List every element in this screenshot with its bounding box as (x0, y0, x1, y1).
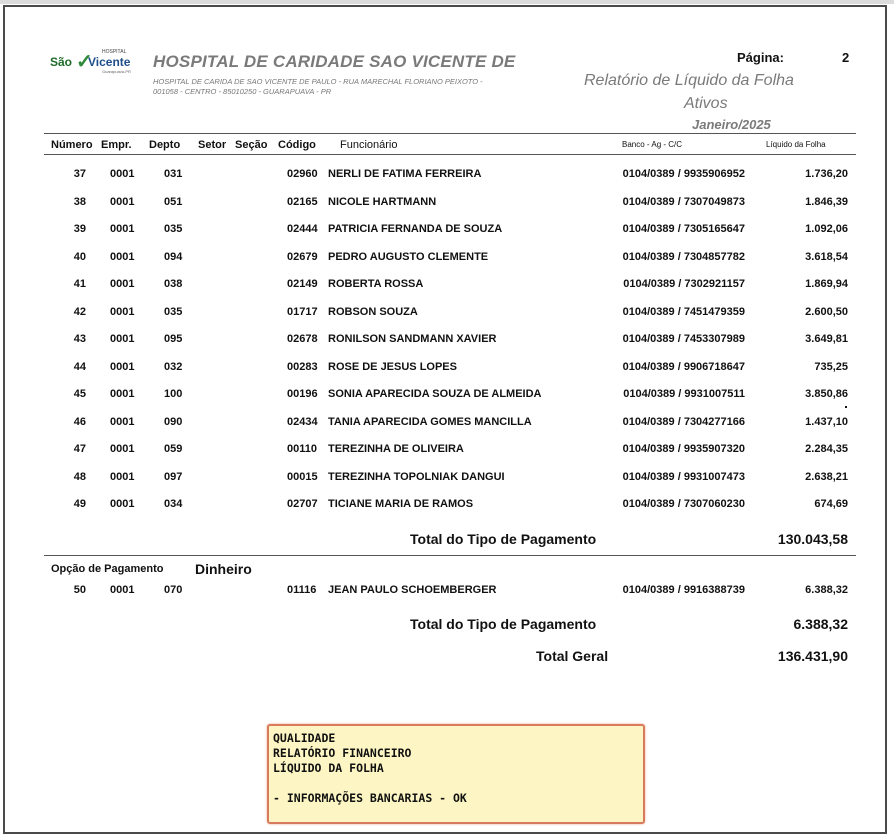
cell-numero: 49 (73, 498, 86, 510)
table-row (0, 584, 894, 602)
cell-codigo: 02444 (287, 223, 318, 235)
cell-funcionario: PATRICIA FERNANDA DE SOUZA (328, 223, 503, 235)
table-row (0, 223, 894, 241)
columns-divider (44, 154, 856, 155)
cell-numero: 45 (73, 388, 86, 400)
cell-empr: 0001 (110, 388, 135, 400)
cell-empr: 0001 (110, 416, 135, 428)
cell-empr: 0001 (110, 471, 135, 483)
cell-depto: 070 (164, 584, 183, 596)
cell-numero: 37 (73, 168, 86, 180)
cell-depto: 097 (164, 471, 183, 483)
cell-depto: 035 (164, 223, 183, 235)
cell-funcionario: NERLI DE FATIMA FERREIRA (328, 168, 482, 180)
cell-numero: 40 (73, 251, 86, 263)
table-row (0, 251, 894, 269)
logo-city-text: Guarapuava-PR (102, 69, 131, 74)
report-title: Relatório de Líquido da Folha (584, 72, 794, 89)
table-row (0, 471, 894, 489)
cell-liquido: 1.869,94 (805, 278, 848, 290)
grand-total-label: Total Geral (536, 648, 609, 664)
cell-codigo: 00196 (287, 388, 318, 400)
cell-funcionario: JEAN PAULO SCHOEMBERGER (328, 584, 497, 596)
cell-codigo: 02679 (287, 251, 318, 263)
cell-depto: 034 (164, 498, 183, 510)
cell-liquido: 1.846,39 (805, 196, 848, 208)
cell-depto: 035 (164, 306, 183, 318)
cell-liquido: 3.850,86 (805, 388, 848, 400)
cell-empr: 0001 (110, 443, 135, 455)
quality-note (267, 724, 645, 824)
cell-liquido: 3.649,81 (805, 333, 848, 345)
col-secao: Seção (235, 139, 268, 151)
cell-funcionario: NICOLE HARTMANN (328, 196, 437, 208)
report-subtitle: Ativos (684, 95, 728, 112)
cell-codigo: 02165 (287, 196, 318, 208)
cell-depto: 095 (164, 333, 183, 345)
cell-depto: 090 (164, 416, 183, 428)
cell-funcionario: SONIA APARECIDA SOUZA DE ALMEIDA (328, 388, 542, 400)
cell-numero: 41 (73, 278, 86, 290)
col-numero: Número (51, 139, 93, 151)
hospital-name: HOSPITAL DE CARIDADE SAO VICENTE DE (153, 52, 516, 71)
cell-banco: 0104/0389 / 7307049873 (622, 196, 745, 208)
cell-numero: 46 (73, 416, 86, 428)
cell-codigo: 02678 (287, 333, 318, 345)
logo-hospital-text: HOSPITAL (102, 49, 127, 55)
cell-empr: 0001 (110, 361, 135, 373)
cell-numero: 38 (73, 196, 86, 208)
note-line-1: QUALIDADE (273, 731, 336, 745)
table-row (0, 416, 894, 434)
header-divider (44, 133, 856, 134)
cell-liquido: 2.638,21 (805, 471, 848, 483)
cell-numero: 44 (73, 361, 86, 373)
note-line-3: LÍQUIDO DA FOLHA (273, 761, 384, 775)
cell-codigo: 02149 (287, 278, 318, 290)
cell-banco: 0104/0389 / 9931007511 (623, 388, 745, 400)
cell-numero: 47 (73, 443, 86, 455)
cell-codigo: 00015 (287, 471, 318, 483)
cell-numero: 50 (73, 584, 86, 596)
note-line-4: - INFORMAÇÕES BANCARIAS - OK (273, 791, 467, 805)
cell-numero: 42 (73, 306, 86, 318)
cell-numero: 48 (73, 471, 86, 483)
cell-codigo: 02960 (287, 168, 318, 180)
page-label: Página: (737, 50, 784, 65)
cell-empr: 0001 (110, 168, 135, 180)
cell-depto: 032 (164, 361, 183, 373)
cell-empr: 0001 (110, 278, 135, 290)
cell-depto: 094 (164, 251, 183, 263)
cell-numero: 39 (73, 223, 86, 235)
cell-depto: 059 (164, 443, 183, 455)
grand-total-value: 136.431,90 (777, 648, 848, 664)
section-divider (44, 555, 856, 556)
table-row (0, 361, 894, 379)
cell-funcionario: TEREZINHA TOPOLNIAK DANGUI (328, 471, 505, 483)
cell-codigo: 02707 (287, 498, 318, 510)
table-row (0, 306, 894, 324)
cell-liquido: 1.437,10 (805, 416, 848, 428)
table-row (0, 388, 894, 406)
note-line-2: RELATÓRIO FINANCEIRO (273, 746, 412, 760)
cell-funcionario: ROBSON SOUZA (328, 306, 418, 318)
hospital-logo (50, 49, 142, 79)
cell-depto: 038 (164, 278, 183, 290)
cell-depto: 051 (164, 196, 183, 208)
cell-funcionario: PEDRO AUGUSTO CLEMENTE (328, 251, 489, 263)
cell-banco: 0104/0389 / 9935906952 (622, 168, 745, 180)
cell-empr: 0001 (110, 223, 135, 235)
payment-option-value: Dinheiro (195, 561, 252, 577)
page-number: 2 (842, 50, 850, 65)
cell-liquido: 2.284,35 (805, 443, 848, 455)
stray-dot (845, 406, 847, 408)
cell-banco: 0104/0389 / 9916388739 (622, 584, 745, 596)
cell-codigo: 00110 (287, 443, 317, 455)
window-top-border (0, 0, 894, 4)
table-row (0, 196, 894, 214)
cell-banco: 0104/0389 / 9931007473 (622, 471, 745, 483)
address-line-2: 001058 - CENTRO - 85010250 - GUARAPUAVA - PR (153, 87, 332, 96)
cell-funcionario: ROBERTA ROSSA (328, 278, 424, 290)
cell-empr: 0001 (110, 196, 135, 208)
cell-empr: 0001 (110, 498, 135, 510)
cell-empr: 0001 (110, 584, 135, 596)
cell-funcionario: RONILSON SANDMANN XAVIER (328, 333, 497, 345)
cell-liquido: 1.092,06 (805, 223, 848, 235)
table-row (0, 168, 894, 186)
cell-banco: 0104/0389 / 9935907320 (622, 443, 745, 455)
cell-funcionario: TANIA APARECIDA GOMES MANCILLA (328, 416, 532, 428)
cell-banco: 0104/0389 / 7304277166 (622, 416, 745, 428)
cell-depto: 031 (164, 168, 183, 180)
col-codigo: Código (278, 139, 316, 151)
cell-banco: 0104/0389 / 9906718647 (622, 361, 745, 373)
total-type-label-2: Total do Tipo de Pagamento (410, 616, 597, 632)
cell-banco: 0104/0389 / 7302921157 (623, 278, 745, 290)
cell-liquido: 674,69 (814, 498, 848, 510)
logo-sao-text: São (50, 55, 73, 69)
cell-funcionario: TICIANE MARIA DE RAMOS (328, 498, 474, 510)
table-row (0, 443, 894, 461)
hospital-address (153, 77, 483, 97)
col-setor: Setor (198, 139, 227, 151)
table-row (0, 498, 894, 516)
cell-funcionario: TEREZINHA DE OLIVEIRA (328, 443, 464, 455)
col-banco: Banco - Ag - C/C (622, 140, 683, 149)
total-type-value-2: 6.388,32 (793, 616, 848, 632)
table-row (0, 278, 894, 296)
report-period: Janeiro/2025 (692, 117, 771, 132)
total-type-label: Total do Tipo de Pagamento (410, 531, 597, 547)
payment-option-label: Opção de Pagamento (51, 563, 164, 575)
cell-liquido: 2.600,50 (805, 306, 848, 318)
cell-liquido: 735,25 (814, 361, 848, 373)
cell-codigo: 02434 (287, 416, 318, 428)
cell-banco: 0104/0389 / 7304857782 (622, 251, 745, 263)
cell-codigo: 01717 (287, 306, 318, 318)
cell-empr: 0001 (110, 333, 135, 345)
cell-numero: 43 (73, 333, 86, 345)
cell-liquido: 1.736,20 (805, 168, 848, 180)
cell-banco: 0104/0389 / 7307060230 (622, 498, 745, 510)
cell-funcionario: ROSE DE JESUS LOPES (328, 361, 457, 373)
col-liquido: Líquido da Folha (766, 140, 826, 149)
logo-vicente-text: Vicente (88, 55, 131, 69)
cell-empr: 0001 (110, 251, 135, 263)
address-line-1: HOSPITAL DE CARIDA DE SAO VICENTE DE PAULO - RUA MARECHAL FLORIANO PEIXOTO - (153, 77, 483, 86)
cell-depto: 100 (164, 388, 183, 400)
cell-liquido: 6.388,32 (805, 584, 848, 596)
col-funcionario: Funcionário (340, 139, 398, 151)
logo-check-icon: ✓ (76, 51, 93, 73)
cell-codigo: 00283 (287, 361, 318, 373)
col-depto: Depto (149, 139, 181, 151)
cell-banco: 0104/0389 / 7453307989 (622, 333, 745, 345)
total-type-value: 130.043,58 (777, 531, 848, 547)
cell-empr: 0001 (110, 306, 135, 318)
cell-banco: 0104/0389 / 7451479359 (622, 306, 745, 318)
cell-codigo: 01116 (287, 584, 317, 596)
cell-banco: 0104/0389 / 7305165647 (622, 223, 745, 235)
col-empr: Empr. (101, 139, 132, 151)
table-row (0, 333, 894, 351)
cell-liquido: 3.618,54 (805, 251, 848, 263)
